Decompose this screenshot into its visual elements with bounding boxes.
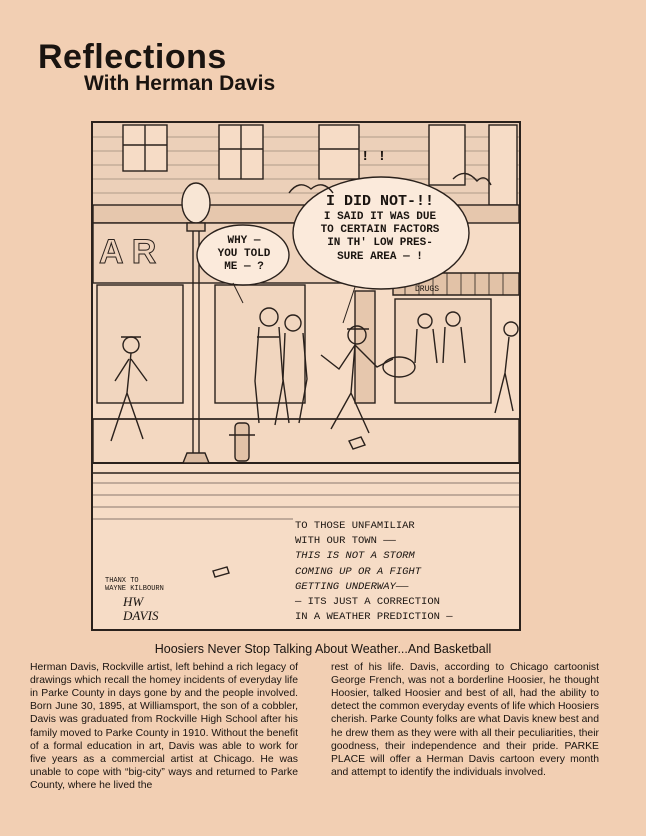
cartoon-illustration <box>91 121 521 631</box>
caption-line: COMING UP OR A FIGHT <box>295 565 422 578</box>
bubble-line: YOU TOLD <box>217 248 271 261</box>
caption-line: GETTING UNDERWAY—— <box>295 580 409 593</box>
article-column-right: rest of his life. Davis, according to Chicago cartoonist George French, was not a borderline Hoosier, he thought Hoosier, talked Hoosier and best of all, had the ability to detect the common everyday events of life which Hoosiers cherish. Parke County folks are what Davis knew best and he drew them as they were with all their peculiarities, their goodness, their independence and their pride. PARKE PLACE will offer a Herman Davis cartoon every month and attempt to identify the individuals involved. <box>331 662 599 778</box>
caption-line: — ITS JUST A CORRECTION <box>295 596 440 609</box>
thanks-line: WAYNE KILBOURN <box>105 585 164 594</box>
signature-line: DAVIS <box>123 607 159 623</box>
speech-bubble-why <box>205 235 283 275</box>
page-subtitle: With Herman Davis <box>84 72 276 95</box>
caption-line: TO THOSE UNFAMILIAR <box>295 520 415 532</box>
thanks-line: THANX TO <box>105 577 139 585</box>
bubble-line: SURE AREA — ! <box>337 250 423 263</box>
caption-line: IN A WEATHER PREDICTION — <box>295 611 453 624</box>
article-headline: Hoosiers Never Stop Talking About Weather...And Basketball <box>154 642 492 656</box>
bubble-line: I SAID IT WAS DUE <box>323 211 437 223</box>
thanks-credit <box>105 577 164 594</box>
exclamation-marks: ! ! <box>361 149 387 165</box>
bubble-line: ME — ? <box>224 261 264 274</box>
store-sign: DRUGS <box>415 285 440 294</box>
signature-line: HW <box>123 594 144 609</box>
article-column-left: Herman Davis, Rockville artist, left behind a rich legacy of drawings which recall the homey incidents of everyday life in Parke County in days gone by and the people involved. Born June 30, 1895, at Williamsport, the son of a cobbler, Davis was graduated from Rockville High School after his family moved to Parke County in 1910. Without the benefit of a formal education in art, Davis was able to work for five years as a commercial artist at Chicago. He was unable to cope with “big-city” ways and returned to Parke County, where he lived the <box>30 662 298 791</box>
svg-text:A R: A R <box>99 233 157 271</box>
artist-signature <box>123 595 158 622</box>
bubble-line: WHY — <box>227 235 261 247</box>
speech-bubble-main <box>305 193 455 264</box>
cartoon-caption <box>295 519 511 626</box>
page-title: Reflections <box>38 38 227 76</box>
bubble-line: TO CERTAIN FACTORS <box>320 224 440 237</box>
caption-line: THIS IS NOT A STORM <box>295 550 415 563</box>
bubble-line: IN TH' LOW PRES- <box>327 237 433 250</box>
caption-line: WITH OUR TOWN —— <box>295 535 396 548</box>
bubble-line: I DID NOT-!! <box>325 193 435 210</box>
